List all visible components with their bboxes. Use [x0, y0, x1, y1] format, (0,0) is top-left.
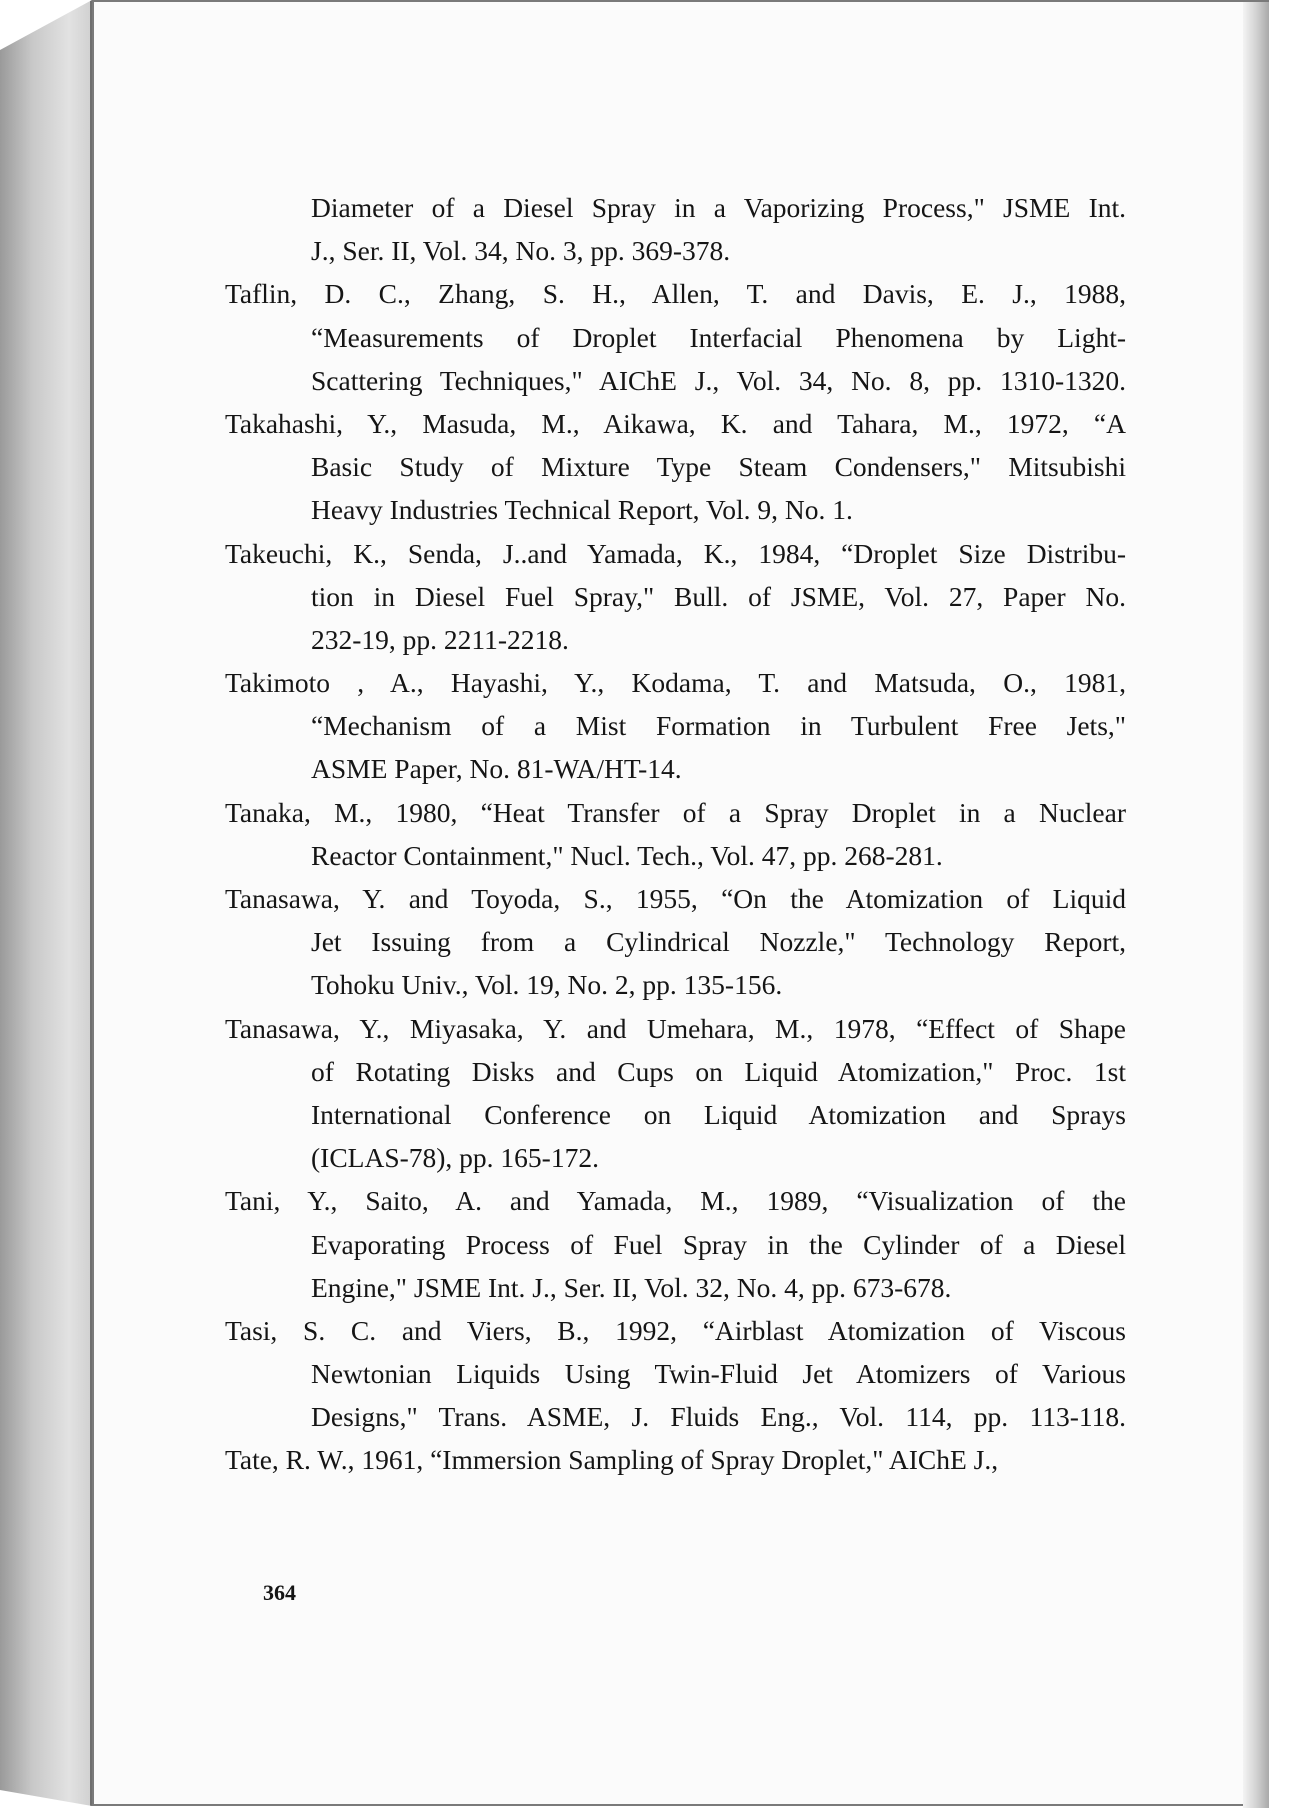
reference-line: Tanasawa, Y. and Toyoda, S., 1955, “On the Atomization of Liquid — [225, 883, 1126, 914]
reference-line: Jet Issuing from a Cylindrical Nozzle," Technology Report, — [311, 926, 1126, 958]
reference-line: Scattering Techniques," AIChE J., Vol. 34, No. 8, pp. 1310-1320. — [311, 364, 1126, 396]
reference-entry-tanasawa-toyoda — [225, 877, 1126, 1007]
reference-line: Tate, R. W., 1961, “Immersion Sampling of Spray Droplet," AIChE J., — [225, 1444, 999, 1476]
reference-line: Tasi, S. C. and Viers, B., 1992, “Airblast Atomization of Viscous — [225, 1314, 1126, 1346]
reference-line: Designs," Trans. ASME, J. Fluids Eng., Vol. 114, pp. 113-118. — [311, 1401, 1126, 1433]
reference-line: Takahashi, Y., Masuda, M., Aikawa, K. and Tahara, M., 1972, “A — [225, 407, 1126, 439]
page-right-shadow — [1243, 2, 1269, 1808]
reference-line: Takimoto , A., Hayashi, Y., Kodama, T. and Matsuda, O., 1981, — [225, 667, 1126, 699]
reference-line: (ICLAS-78), pp. 165-172. — [311, 1142, 599, 1174]
reference-line: Tohoku Univ., Vol. 19, No. 2, pp. 135-156. — [311, 969, 783, 1001]
reference-line: Heavy Industries Technical Report, Vol. 9, No. 1. — [311, 494, 853, 526]
reference-line: Tanaka, M., 1980, “Heat Transfer of a Spray Droplet in a Nuclear — [225, 796, 1126, 828]
reference-line: Tanasawa, Y., Miyasaka, Y. and Umehara, M., 1978, “Effect of Shape — [225, 1012, 1126, 1044]
book-spine-edge — [0, 0, 92, 1806]
reference-line: Engine," JSME Int. J., Ser. II, Vol. 32, No. 4, pp. 673-678. — [311, 1271, 952, 1303]
reference-line: Evaporating Process of Fuel Spray in the Cylinder of a Diesel — [311, 1228, 1126, 1260]
reference-line: Taflin, D. C., Zhang, S. H., Allen, T. and Davis, E. J., 1988, — [225, 278, 1126, 310]
reference-entry-takahashi — [225, 402, 1126, 532]
reference-line: Takeuchi, K., Senda, J..and Yamada, K., 1984, “Droplet Size Distribu- — [225, 537, 1126, 569]
reference-line: “Measurements of Droplet Interfacial Phenomena by Light- — [311, 321, 1126, 353]
reference-line: of Rotating Disks and Cups on Liquid Atomization," Proc. 1st — [311, 1055, 1126, 1087]
reference-line: 232-19, pp. 2211-2218. — [311, 623, 569, 655]
reference-line: ASME Paper, No. 81-WA/HT-14. — [311, 753, 682, 785]
reference-line: Newtonian Liquids Using Twin-Fluid Jet Atomizers of Various — [311, 1358, 1126, 1390]
reference-list — [225, 186, 1126, 1482]
reference-entry-taflin — [225, 272, 1126, 402]
reference-entry-tate — [225, 1438, 1126, 1481]
reference-entry-continuation — [225, 186, 1126, 272]
reference-entry-takimoto — [225, 661, 1126, 791]
reference-entry-tanasawa-miyasaka — [225, 1007, 1126, 1180]
reference-line: Tani, Y., Saito, A. and Yamada, M., 1989, “Visualization of the — [225, 1185, 1126, 1217]
reference-line: J., Ser. II, Vol. 34, No. 3, pp. 369-378. — [311, 235, 731, 267]
reference-line: Basic Study of Mixture Type Steam Condensers," Mitsubishi — [311, 451, 1126, 483]
reference-line: “Mechanism of a Mist Formation in Turbulent Free Jets," — [311, 710, 1126, 742]
reference-entry-tani — [225, 1179, 1126, 1309]
reference-entry-tanaka — [225, 791, 1126, 877]
reference-line: Diameter of a Diesel Spray in a Vaporizing Process," JSME Int. — [311, 192, 1126, 223]
reference-entry-tasi — [225, 1309, 1126, 1439]
reference-line: International Conference on Liquid Atomization and Sprays — [311, 1098, 1126, 1130]
reference-line: tion in Diesel Fuel Spray," Bull. of JSME, Vol. 27, Paper No. — [311, 580, 1126, 612]
reference-entry-takeuchi — [225, 532, 1126, 662]
reference-line: Reactor Containment," Nucl. Tech., Vol. 47, pp. 268-281. — [311, 839, 943, 871]
page-number: 364 — [263, 1580, 296, 1605]
